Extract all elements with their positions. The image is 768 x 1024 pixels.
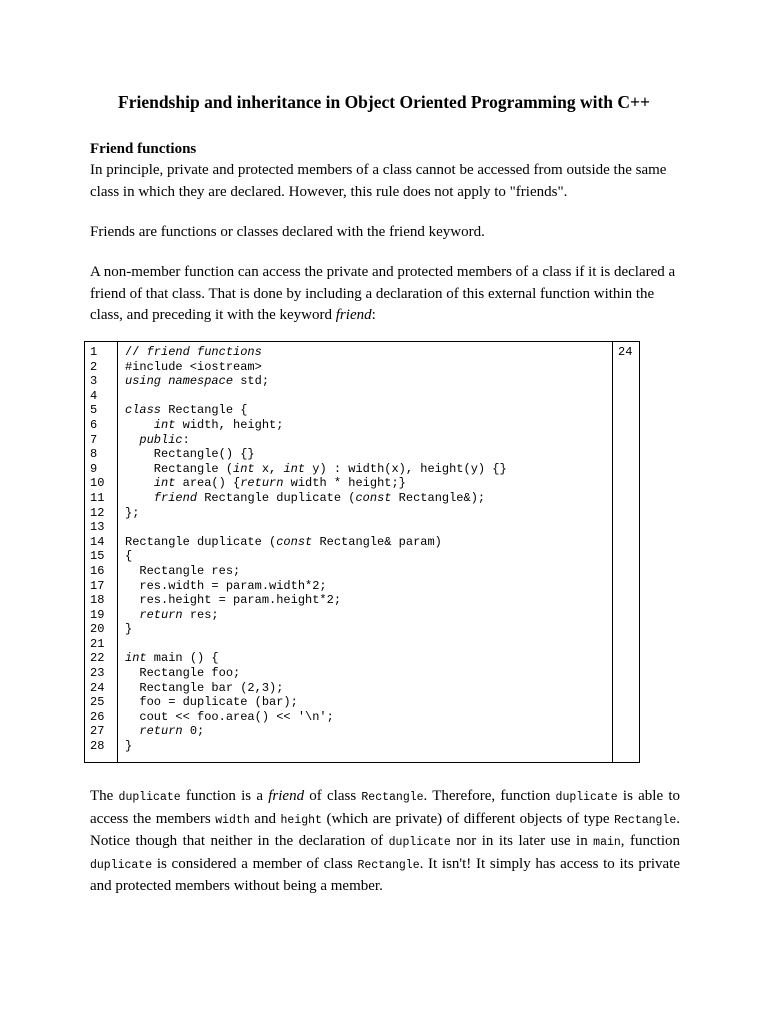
line-number: 9 [90,461,98,476]
inline-code: height [280,813,322,827]
inline-code: width [215,813,250,827]
line-number: 8 [90,447,98,462]
inline-code: duplicate [555,791,618,804]
line-number: 23 [90,666,105,681]
code-line: int width, height; [153,417,284,432]
line-number: 13 [90,520,105,535]
explanation-text: The [90,788,119,804]
code-line [125,389,612,404]
non-member-colon: : [371,307,376,323]
page-title: Friendship and inheritance in Object Oriented Programming with C++ [118,92,650,112]
line-number: 25 [90,695,105,710]
code-line: friend Rectangle duplicate (const Rectangle&); [153,490,486,505]
line-number: 10 [90,476,105,491]
output-column [613,342,639,762]
code-line: } [125,739,133,754]
program-output: 24 [618,345,633,359]
line-number: 24 [90,680,105,695]
code-line: foo = duplicate (bar); [125,695,298,710]
code-line: cout << foo.area() << '\n'; [125,709,334,724]
explanation-text: and [249,810,281,827]
line-number: 27 [90,724,105,739]
inline-code: duplicate [90,858,153,872]
code-line: Rectangle() {} [125,447,255,462]
code-line: { [125,549,133,564]
section-heading: Friend functions [90,141,197,157]
line-number: 7 [90,432,98,447]
code-line: res.height = param.height*2; [125,593,342,608]
code-line [125,637,612,652]
code-column [118,342,613,762]
line-number: 28 [90,739,105,754]
code-line: Rectangle bar (2,3); [125,680,284,695]
line-number: 18 [90,593,105,608]
explanation-text: . Notice though that neither in the declaration of [90,810,680,849]
code-line: int main () { [125,651,219,666]
code-line: return res; [139,607,219,622]
line-number: 3 [90,374,98,389]
line-number: 26 [90,709,105,724]
explanation-paragraph [90,786,680,898]
line-numbers-column [85,342,118,762]
line-number: 2 [90,359,98,374]
friend-keyword-em: friend [335,307,372,323]
code-line: public: [139,432,190,447]
inline-code: duplicate [388,836,451,849]
code-line: }; [125,505,140,520]
explanation-text: is considered a member of class [152,855,358,872]
code-line: int area() {return width * height;} [153,476,406,491]
line-number: 17 [90,578,105,593]
line-number: 11 [90,490,105,505]
inline-code: Rectangle [614,813,677,827]
code-line: Rectangle duplicate (const Rectangle& param) [125,534,442,549]
line-number: 16 [90,563,105,578]
code-line: Rectangle (int x, int y) : width(x), height(y) {} [125,461,507,476]
explanation-text: . Therefore, function [423,788,556,804]
inline-code: Rectangle [357,858,420,872]
line-number: 12 [90,505,105,520]
code-line [125,520,612,535]
line-number: 4 [90,388,98,403]
explanation-text: . It isn't! It simply has access to its private and protected members without being a member. [90,855,680,894]
line-number: 15 [90,549,105,564]
explanation-text: (which are private) of different objects of type [321,810,615,827]
inline-code: main [593,836,621,849]
code-example-table [84,341,640,763]
code-line: return 0; [139,724,205,739]
line-number: 1 [90,345,98,359]
friend-keyword-paragraph: Friends are functions or classes declared with the friend keyword. [90,224,485,240]
intro-paragraph: In principle, private and protected members of a class cannot be accessed from outside the same class in which they are declared. However, this rule does not apply to "friends". [90,162,667,200]
line-number: 21 [90,636,105,651]
inline-code: duplicate [118,791,181,804]
code-line: Rectangle foo; [125,666,241,681]
code-line: Rectangle res; [125,563,241,578]
explanation-text: , function [620,833,680,849]
code-line: class Rectangle { [125,403,248,418]
non-member-text: A non-member function can access the private and protected members of a class if it is declared a friend of that class. That is done by including a declaration of this external function within the class, and preceding it with the keyword [90,264,676,323]
code-line: using namespace std; [125,374,270,389]
line-number: 5 [90,403,98,418]
explanation-text: function is a [180,788,269,804]
line-number: 20 [90,622,105,637]
explanation-text: is able to access the members [90,788,681,827]
inline-code: Rectangle [361,791,424,804]
explanation-text: nor in its later use in [450,833,594,849]
line-number: 22 [90,651,105,666]
non-member-paragraph [90,262,680,327]
line-number: 14 [90,534,105,549]
code-line: // friend functions [125,345,262,359]
line-number: 19 [90,607,105,622]
code-line: res.width = param.width*2; [125,578,327,593]
explanation-text: of class [304,788,362,804]
line-number: 6 [90,417,98,432]
code-line: #include <iostream> [125,359,262,374]
explanation-em: friend [268,788,305,804]
code-line: } [125,622,133,637]
